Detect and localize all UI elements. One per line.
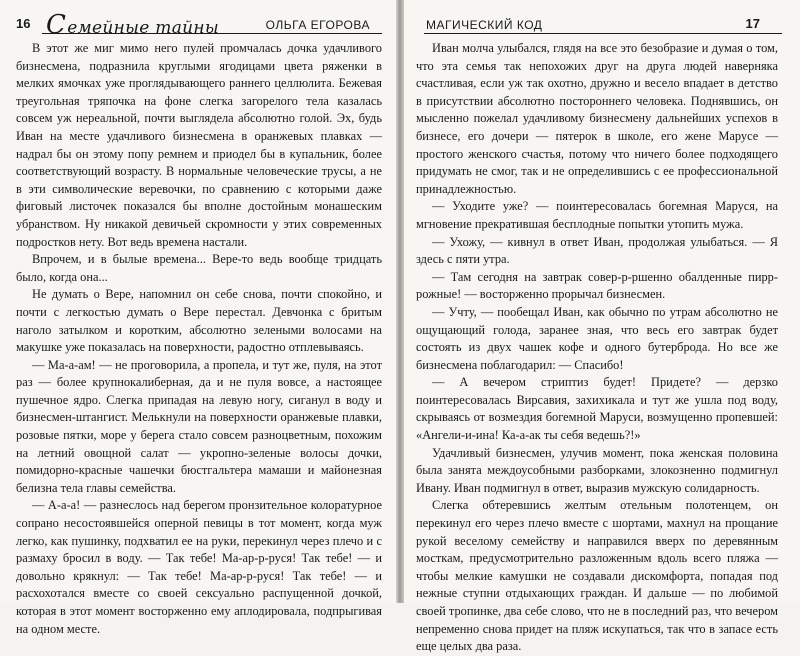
paragraph: Не думать о Вере, напомнил он себе снова, почти спокойно, и почти с легкостью думать о Вере перестал. Девчонка с бритым наголо затылком и коротким, абсолютно зелеными волосами на макушке уже показалась на поверхности, радостно отплевываясь. <box>16 287 382 355</box>
right-page-header <box>416 0 790 34</box>
chapter-title: МАГИЧЕСКИЙ КОД <box>426 18 543 32</box>
paragraph: В этот же миг мимо него пулей промчалась дочка удачливого бизнесмена, подразнила круглыми ягодицами цвета ряженки в мелких ямочках уже проглядывающего раннего целлюлита. Бежевая треугольная тряпочка на фоне слегка загорелого тела казалась совсем уж нереальной, почти выглядела абсолютно голой. Эх, будь Иван на месте удачливого бизнесмена в оранжевых плавках — надрал бы он этому попу ремнем и приодел бы в купальник, более соответствующий возрасту. В нормальные человеческие трусы, а не в эти символические веревочки, по сравнению с которыми даже фиговый листочек показался бы вполне достойным монашеским убранством. Ну никакой девичьей скромности у этих современных подростков нету. Вот ведь времена настали. <box>16 41 382 249</box>
series-title <box>46 10 219 40</box>
paragraph: — А-а-а! — разнеслось над берегом пронзительное колоратурное сопрано несостоявшейся оперной певицы в тот момент, когда муж легко, как пушинку, подхватил ее на руки, перекинул через плечо и с размаху бросил в воду. — Так тебе! Ма-ар-р-руся! Так тебе! — и довольно крякнул: — Так тебе! Ма-ар-р-руся! Так тебе! — и расхохотался вместе со своей сексуально распущенной дочкой, которая в этот момент восторженно ему аплодировала, подпрыгивая на одном месте. <box>16 498 382 636</box>
left-body-text <box>8 40 382 638</box>
paragraph: — Ухожу, — кивнул в ответ Иван, продолжая улыбаться. — Я здесь с пяти утра. <box>416 234 778 267</box>
page-number: 17 <box>745 16 760 31</box>
paragraph: — А вечером стриптиз будет! Придете? — дерзко поинтересовалась Вирсавия, захихикала и тут же ушла под воду, скрываясь от возмездия богемной Маруси, возмущенно пропевшей: «Ангели-и-ина! Ка-а-ак ты себя ведешь?!» <box>416 375 778 443</box>
header-rule <box>42 33 382 34</box>
author-name: ОЛЬГА ЕГОРОВА <box>265 18 370 32</box>
page-number: 16 <box>16 16 31 31</box>
paragraph: Слегка обтеревшись желтым отельным полотенцем, он перекинул его через плечо вместе с шортами, махнул на прощание рукой веселому семейству и направился вверх по деревянным мосткам, предусмотрительно разложенным вдоль всего пляжа — чтобы мелкие камушки не создавали дискомфорта, попадая под нежные ступни отдыхающих граждан. И дальше — по любимой своей тропинке, два себе слово, что не в последний раз, что вечером непременно снова придет на пляж искупаться, так что в запасе есть еще целых два раза. <box>416 498 778 654</box>
book-gutter <box>396 0 404 603</box>
paragraph: Удачливый бизнесмен, улучив момент, пока женская половина была занята междоусобными разборками, злокозненно подмигнул Ивану. Иван подмигнул в ответ, выразив мужскую солидарность. <box>416 445 778 495</box>
header-rule <box>424 33 782 34</box>
paragraph: Впрочем, и в былые времена... Вере-то ведь вообще тридцать было, когда она... <box>16 252 382 284</box>
paragraph: — Там сегодня на завтрак совер-р-ршенно обалденные пирр-рожные! — восторженно прорычал бизнесмен. <box>416 269 778 302</box>
paragraph: Иван молча улыбался, глядя на все это безобразие и думая о том, что эта семья так непохожих друг на друга людей наверняка счастливая, если уж так охотно, дружно и весело впадает в детство в присутствии абсолютно постороннего человека. Поднявшись, он мысленно пожелал удачливому бизнесмену дальнейших успехов в бизнесе, его дочери — пятерок в школе, его жене Марусе — простого женского счастья, потому что ничего более подходящего придумать не смог, так и не определившись с ее профессиональной принадлежностью. <box>416 41 778 196</box>
right-page <box>404 0 800 654</box>
paragraph: — Уходите уже? — поинтересовалась богемная Маруся, на мгновение прекратившая бесплодные попытки утопить мужа. <box>416 199 778 231</box>
left-page-header <box>8 0 382 40</box>
paragraph: — Учту, — пообещал Иван, как обычно по утрам абсолютно не ощущающий голода, заранее зная, что весь его завтрак будет состоять из двух чашек кофе и одного бутерброда. Но все же бизнесмена поблагодарил: — Спасибо! <box>416 304 778 372</box>
series-initial: С <box>46 10 67 40</box>
right-body-text <box>416 40 790 656</box>
paragraph: — Ма-а-ам! — не проговорила, а пропела, и тут же, пуля, на этот раз — более крупнокалиберная, да и не пуля вовсе, а настоящее пушечное ядро. Слегка припадая на левую ногу, сиганул в воду и бизнесмен-штангист. Мелькнули на поверхности оранжевые плавки, розовые пятки, море у берега стало совсем разноцветным, похожим на летний овощной салат — укропно-зеленые волосы дочки, помидорно-красные чашечки бюстгальтера мамаши и майонезная белизна тела главы семейства. <box>16 357 382 495</box>
series-rest: емейные тайны <box>67 18 220 38</box>
left-page <box>0 0 396 636</box>
